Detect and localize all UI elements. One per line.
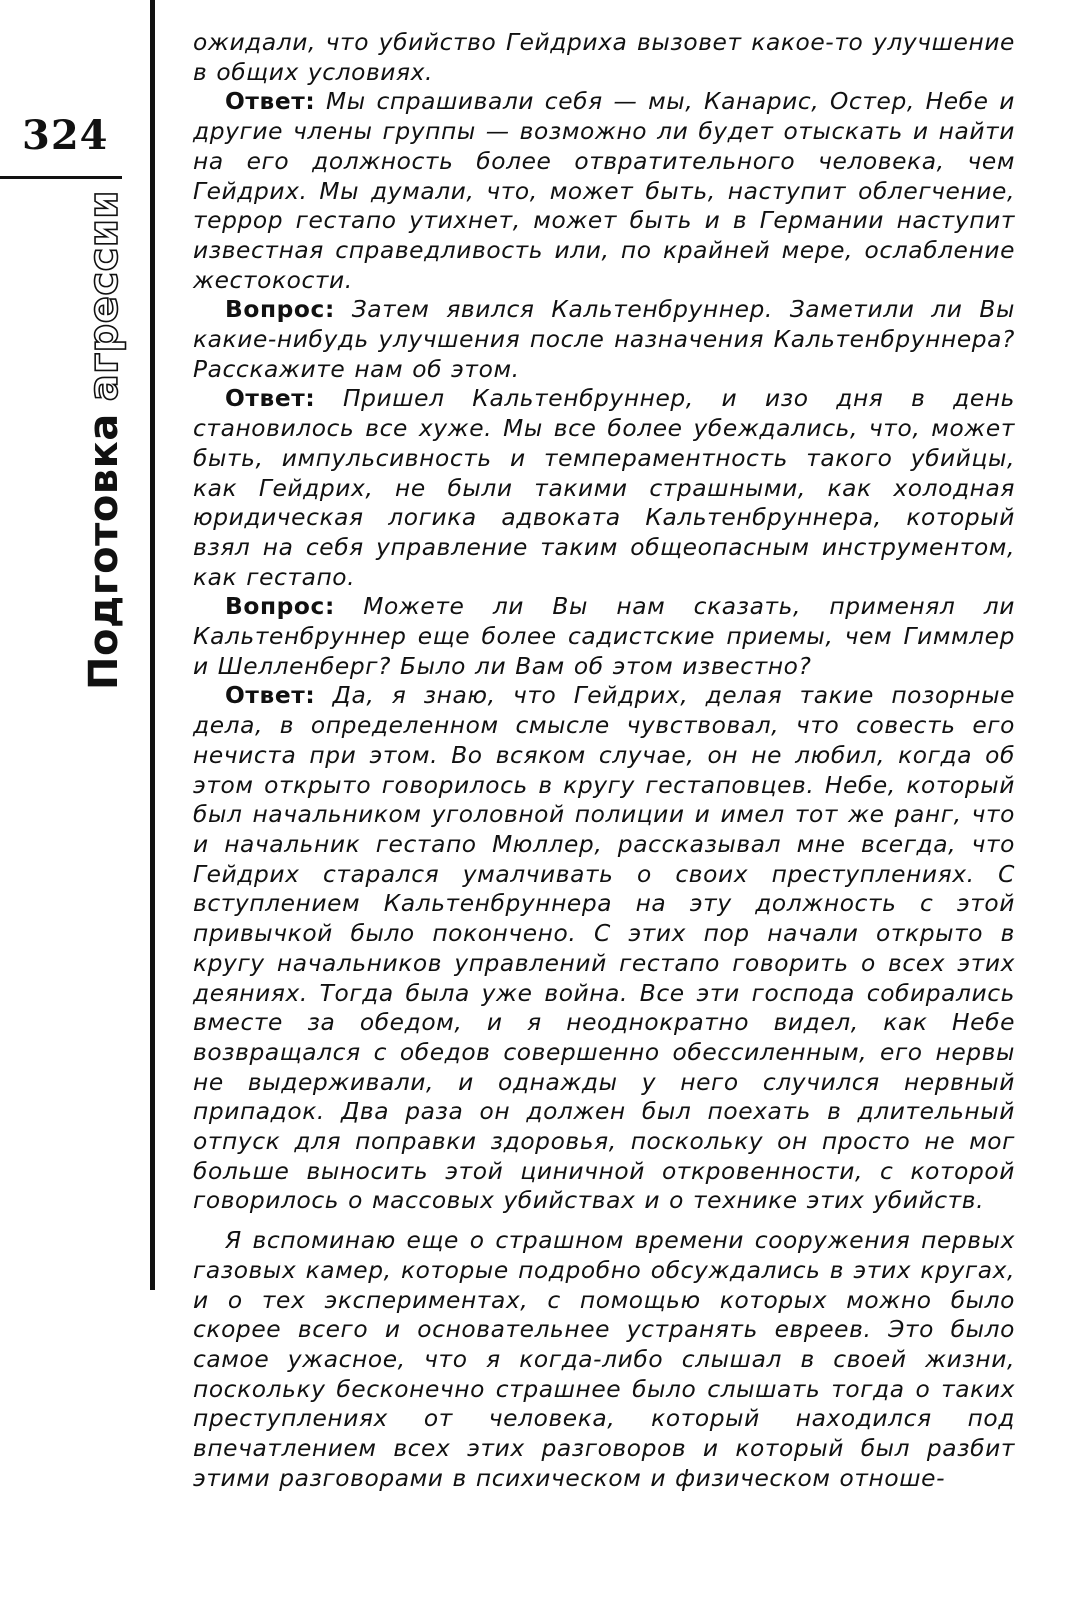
paragraph-text: Можете ли Вы нам сказать, применял ли Кальтенбруннер еще более садистские приемы, чем Гиммлер и Шелленберг? Было ли Вам об этом известно? [193, 593, 1015, 680]
paragraph-text: Пришел Кальтенбруннер, и изо дня в день становилось все хуже. Мы все более убеждались, что, может быть, импульсивность и темпераментность такого убийцы, как Гейдрих, не были такими страшными, как холодная юридическая логика адвоката Кальтенбруннера, который взял на себя управление таким общеопасным инструментом, как гестапо. [193, 385, 1015, 591]
page-number: 324 [22, 112, 109, 159]
paragraph-text: Да, я знаю, что Гейдрих, делая такие позорные дела, в определенном смысле чувствовал, что совесть его нечиста при этом. Во всяком случае, он не любил, когда об этом открыто говорилось в кругу гестаповцев. Небе, который был начальником уголовной полиции и имел тот же ранг, что и начальник гестапо Мюллер, рассказывал мне всегда, что Гейдрих старался умалчивать о своих преступлениях. С вступлением Кальтенбруннера на эту должность с этой привычкой было покончено. С этих пор начали открыто в кругу начальников управлений гестапо говорить о всех этих деяниях. Тогда была уже война. Все эти господа собирались вместе за обедом, и я неоднократно видел, как Небе возвращался с обедов совершенно обессиленным, его нервы не выдерживали, и однажды у него случился нервный припадок. Два раза он должен был поехать в длительный отпуск для поправки здоровья, поскольку он просто не мог больше выносить этой циничной откровенности, с которой говорилось о массовых убийствах и о технике этих убийств. [193, 682, 1015, 1215]
paragraph [193, 592, 1015, 681]
speaker-label: Ответ: [225, 88, 316, 116]
paragraph [193, 384, 1015, 592]
running-title-main: Подготовка [81, 413, 127, 690]
paragraph [193, 87, 1015, 295]
paragraph-text: Затем явился Кальтенбруннер. Заметили ли Вы какие-нибудь улучшения после назначения Кальтенбруннера? Расскажите нам об этом. [193, 296, 1015, 383]
paragraph-text: ожидали, что убийство Гейдриха вызовет какое-то улучшение в общих условиях. [193, 29, 1015, 86]
speaker-label: Ответ: [225, 682, 316, 710]
paragraph [193, 681, 1015, 1216]
header-divider [0, 176, 122, 179]
paragraph [193, 28, 1015, 87]
paragraph [193, 295, 1015, 384]
paragraph [193, 1226, 1015, 1493]
running-title-light: агрессии [81, 190, 127, 402]
paragraph-text: Я вспоминаю еще о страшном времени сооружения первых газовых камер, которые подробно обсуждались в этих кругах, и о тех экспериментах, с помощью которых можно было скорее всего и основательнее устранять евреев. Это было самое ужасное, что я когда-либо слышал в своей жизни, поскольку бесконечно страшнее было слышать тогда о таких преступлениях от человека, который находился под впечатлением всех этих разговоров и который был разбит этими разговорами в психическом и физическом отноше- [193, 1227, 1015, 1492]
speaker-label: Вопрос: [225, 593, 335, 621]
speaker-label: Вопрос: [225, 296, 335, 324]
paragraph-text: Мы спрашивали себя — мы, Канарис, Остер, Небе и другие члены группы — возможно ли будет отыскать и найти на его должность более отвратительного человека, чем Гейдрих. Мы думали, что, может быть, наступит облегчение, террор гестапо утихнет, может быть и в Германии наступит известная справедливость или, по крайней мере, ослабление жестокости. [193, 88, 1015, 294]
margin-rule [150, 0, 155, 1290]
body-text [193, 28, 1015, 1493]
speaker-label: Ответ: [225, 385, 316, 413]
running-title [81, 190, 127, 690]
